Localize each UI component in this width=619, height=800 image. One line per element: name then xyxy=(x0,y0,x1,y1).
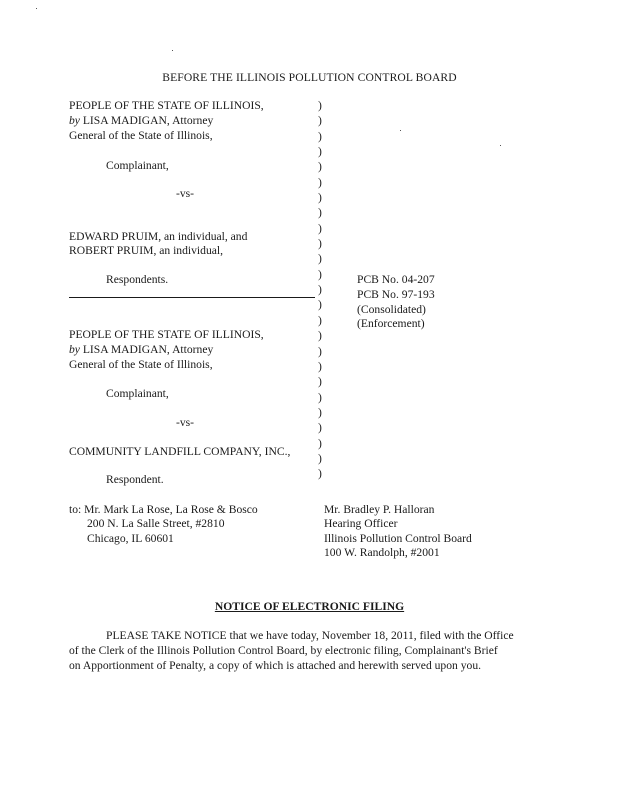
caption-two-versus: -vs- xyxy=(176,416,195,429)
caption-parenthesis: ) xyxy=(318,359,322,373)
caption-parenthesis: ) xyxy=(318,160,322,174)
caption-one-attorney: LISA MADIGAN, Attorney xyxy=(79,114,214,127)
caption-parenthesis: ) xyxy=(318,467,322,481)
caption-two-by: by xyxy=(69,343,80,356)
caption-one-by: by xyxy=(69,114,80,127)
caption-one-respondent-line-2: ROBERT PRUIM, an individual, xyxy=(69,244,224,257)
caption-parenthesis: ) xyxy=(318,451,322,465)
caption-parenthesis: ) xyxy=(318,298,322,312)
caption-one-party-line-1: PEOPLE OF THE STATE OF ILLINOIS, xyxy=(69,99,264,112)
caption-one-respondent-line-1: EDWARD PRUIM, an individual, and xyxy=(69,230,248,243)
service-left-line-2: 200 N. La Salle Street, #2810 xyxy=(87,517,225,530)
scan-speck xyxy=(500,145,501,146)
caption-parenthesis: ) xyxy=(318,145,322,159)
caption-parenthesis: ) xyxy=(318,114,322,128)
caption-one-role: Complainant, xyxy=(106,159,169,172)
case-consolidated: (Consolidated) xyxy=(357,303,426,316)
caption-parenthesis: ) xyxy=(318,206,322,220)
caption-parenthesis: ) xyxy=(318,436,322,450)
caption-parenthesis: ) xyxy=(318,191,322,205)
caption-parenthesis: ) xyxy=(318,375,322,389)
caption-parenthesis: ) xyxy=(318,175,322,189)
caption-parenthesis: ) xyxy=(318,99,322,112)
notice-body-line-3: on Apportionment of Penalty, a copy of which is attached and herewith served upon you. xyxy=(69,659,482,672)
caption-two-party-line-2 xyxy=(69,342,213,357)
caption-parenthesis: ) xyxy=(318,252,322,266)
scan-speck xyxy=(172,50,173,51)
service-left-line-3: Chicago, IL 60601 xyxy=(87,532,174,545)
case-number-1: PCB No. 04-207 xyxy=(357,273,435,286)
scan-speck xyxy=(400,130,401,131)
caption-parenthesis: ) xyxy=(318,390,322,404)
caption-parenthesis-column xyxy=(318,98,326,482)
caption-one-party-line-3: General of the State of Illinois, xyxy=(69,129,213,142)
notice-heading: NOTICE OF ELECTRONIC FILING xyxy=(214,600,405,613)
document-title: BEFORE THE ILLINOIS POLLUTION CONTROL BOARD xyxy=(162,71,457,84)
service-left-line-1: to: Mr. Mark La Rose, La Rose & Bosco xyxy=(69,503,258,516)
case-enforcement: (Enforcement) xyxy=(357,317,425,330)
caption-two-respondent-line-1: COMMUNITY LANDFILL COMPANY, INC., xyxy=(69,445,291,458)
caption-one-respondent-role: Respondents. xyxy=(106,273,169,286)
service-right-line-4: 100 W. Randolph, #2001 xyxy=(324,546,440,559)
caption-parenthesis: ) xyxy=(318,221,322,235)
caption-two-party-line-1: PEOPLE OF THE STATE OF ILLINOIS, xyxy=(69,328,264,341)
caption-divider xyxy=(69,297,315,298)
caption-two-party-line-3: General of the State of Illinois, xyxy=(69,358,213,371)
caption-parenthesis: ) xyxy=(318,267,322,281)
caption-parenthesis: ) xyxy=(318,237,322,251)
caption-one-party-line-2 xyxy=(69,113,213,128)
caption-parenthesis: ) xyxy=(318,329,322,343)
caption-parenthesis: ) xyxy=(318,421,322,435)
caption-two-respondent-role: Respondent. xyxy=(106,473,164,486)
scan-speck xyxy=(36,8,37,9)
caption-parenthesis: ) xyxy=(318,313,322,327)
service-right-line-2: Hearing Officer xyxy=(324,517,398,530)
caption-parenthesis: ) xyxy=(318,129,322,143)
notice-body-line-2: of the Clerk of the Illinois Pollution Control Board, by electronic filing, Complainant's Brief xyxy=(69,644,498,657)
notice-body-line-1: PLEASE TAKE NOTICE that we have today, November 18, 2011, filed with the Office xyxy=(106,629,514,642)
caption-parenthesis: ) xyxy=(318,405,322,419)
caption-parenthesis: ) xyxy=(318,344,322,358)
caption-two-role: Complainant, xyxy=(106,387,169,400)
service-right-line-1: Mr. Bradley P. Halloran xyxy=(324,503,435,516)
service-right-line-3: Illinois Pollution Control Board xyxy=(324,532,472,545)
caption-two-attorney: LISA MADIGAN, Attorney xyxy=(79,343,214,356)
case-number-2: PCB No. 97-193 xyxy=(357,288,435,301)
caption-parenthesis: ) xyxy=(318,283,322,297)
notice-body xyxy=(69,628,549,673)
caption-one-versus: -vs- xyxy=(176,187,195,200)
